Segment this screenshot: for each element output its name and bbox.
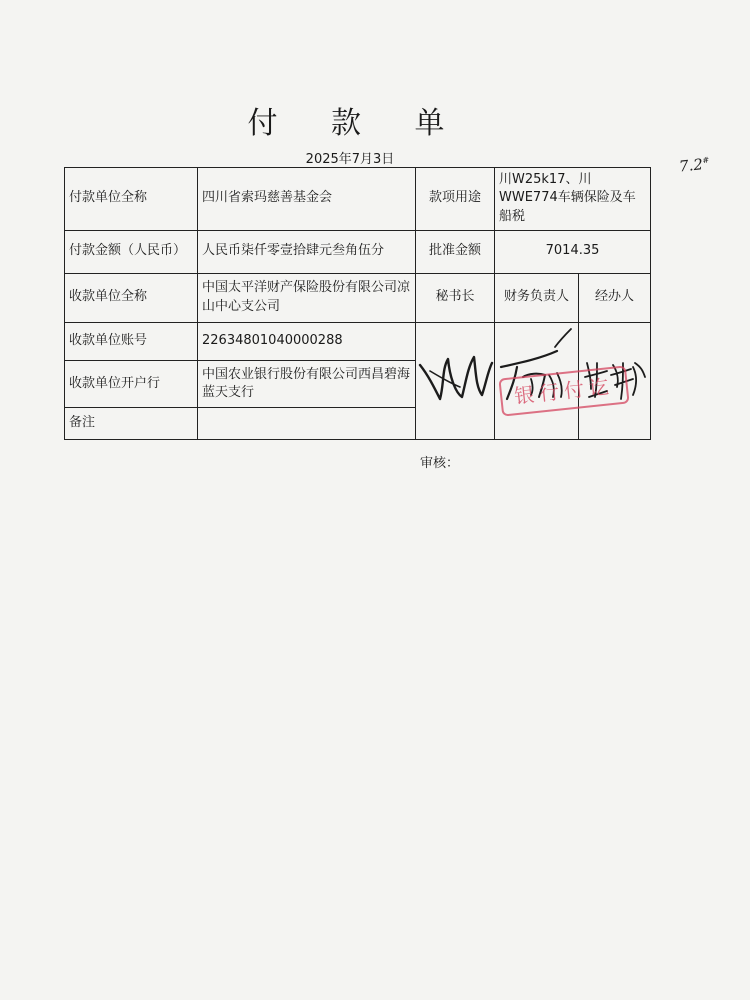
row-payee: [65, 273, 651, 322]
handwritten-margin-note: [678, 154, 710, 175]
secretary-general-signature-cell: [416, 322, 495, 439]
purpose-value: 川W25k17、川WWE774车辆保险及车船税: [495, 168, 651, 231]
payer-name-label: 付款单位全称: [65, 168, 198, 231]
row-payer: [65, 168, 651, 231]
review-label: 审核：: [420, 456, 460, 471]
remarks-value: [198, 408, 416, 440]
handler-label: 经办人: [579, 273, 651, 322]
approved-amount-value: 7014.35: [495, 230, 651, 273]
margin-note-mark: #: [701, 155, 710, 166]
amount-label: 付款金额（人民币）: [65, 230, 198, 273]
payment-date: 2025年7月3日: [305, 152, 395, 167]
purpose-label: 款项用途: [416, 168, 495, 231]
amount-words-value: 人民币柒仟零壹拾肆元叁角伍分: [198, 230, 416, 273]
margin-note-text: 7.2: [678, 155, 704, 176]
secretary-general-signature: [416, 323, 495, 443]
remarks-label: 备注: [65, 408, 198, 440]
page-title: 付 款 单: [247, 106, 467, 141]
payee-account-value: 22634801040000288: [198, 322, 416, 361]
payee-bank-value: 中国农业银行股份有限公司西昌碧海蓝天支行: [198, 361, 416, 408]
payee-bank-label: 收款单位开户行: [65, 361, 198, 408]
payee-account-label: 收款单位账号: [65, 322, 198, 361]
row-amount: [65, 230, 651, 273]
bank-paid-stamp: 银行付讫: [498, 365, 629, 416]
payee-name-value: 中国太平洋财产保险股份有限公司凉山中心支公司: [198, 273, 416, 322]
row-account: [65, 322, 651, 361]
payee-name-label: 收款单位全称: [65, 273, 198, 322]
finance-head-label: 财务负责人: [495, 273, 579, 322]
approved-amount-label: 批准金额: [416, 230, 495, 273]
payer-name-value: 四川省索玛慈善基金会: [198, 168, 416, 231]
secretary-general-label: 秘书长: [416, 273, 495, 322]
